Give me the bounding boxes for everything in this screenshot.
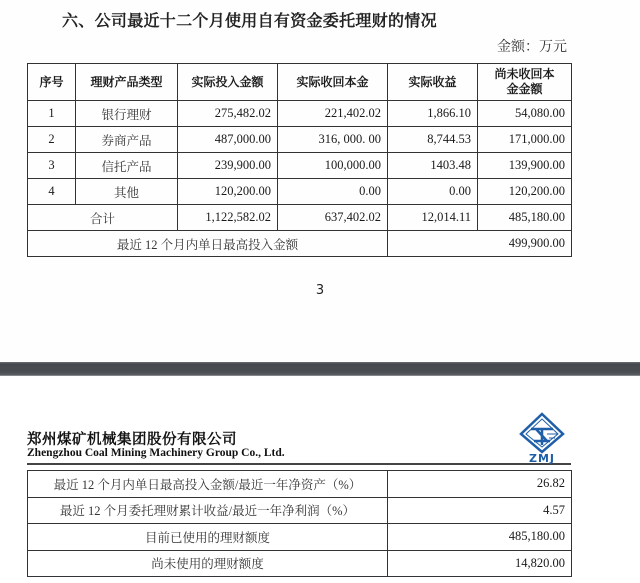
cell-income: 1,866.10 xyxy=(388,101,478,127)
row-label: 尚未使用的理财额度 xyxy=(28,550,388,577)
zmj-logo-text: ZMJ xyxy=(528,452,555,465)
row-label: 目前已使用的理财额度 xyxy=(28,524,388,551)
row-label: 最近 12 个月内单日最高投入金额/最近一年净资产（%） xyxy=(28,471,388,498)
cell-type: 银行理财 xyxy=(76,101,178,127)
header-product-type: 理财产品类型 xyxy=(76,64,178,101)
row-label: 最近 12 个月委托理财累计收益/最近一年净利润（%） xyxy=(28,497,388,524)
max-single-day-row xyxy=(28,231,572,257)
header-invested: 实际投入金额 xyxy=(178,64,278,101)
row-value: 14,820.00 xyxy=(388,550,572,577)
table-row xyxy=(28,497,572,524)
cell-invested: 239,900.00 xyxy=(178,153,278,179)
cell-income: 0.00 xyxy=(388,179,478,205)
section-title: 六、公司最近十二个月使用自有资金委托理财的情况 xyxy=(62,11,437,30)
cell-outstanding: 139,900.00 xyxy=(478,153,572,179)
cell-invested: 487,000.00 xyxy=(178,127,278,153)
company-name-en: Zhengzhou Coal Mining Machinery Group Co., Ltd. xyxy=(27,447,285,459)
table-row xyxy=(28,179,572,205)
header-rule xyxy=(27,463,571,465)
cell-invested: 275,482.02 xyxy=(178,101,278,127)
cell-type: 其他 xyxy=(76,179,178,205)
row-value: 26.82 xyxy=(388,471,572,498)
table-row xyxy=(28,153,572,179)
row-value: 4.57 xyxy=(388,497,572,524)
total-outstanding: 485,180.00 xyxy=(478,205,572,231)
cell-no: 1 xyxy=(28,101,76,127)
cell-no: 4 xyxy=(28,179,76,205)
page-divider xyxy=(0,362,640,376)
max-single-day-label: 最近 12 个月内单日最高投入金额 xyxy=(28,231,388,257)
table-header-row xyxy=(28,64,572,101)
header-no: 序号 xyxy=(28,64,76,101)
cell-recovered: 221,402.02 xyxy=(278,101,388,127)
cell-outstanding: 171,000.00 xyxy=(478,127,572,153)
table-row xyxy=(28,550,572,577)
table-total-row xyxy=(28,205,572,231)
total-income: 12,014.11 xyxy=(388,205,478,231)
table-row xyxy=(28,127,572,153)
cell-outstanding: 120,200.00 xyxy=(478,179,572,205)
cell-income: 8,744.53 xyxy=(388,127,478,153)
page-number: 3 xyxy=(315,283,325,298)
header-outstanding xyxy=(478,64,572,101)
cell-recovered: 316, 000. 00 xyxy=(278,127,388,153)
unit-label: 金额：万元 xyxy=(497,39,567,55)
max-single-day-value: 499,900.00 xyxy=(388,231,572,257)
cell-recovered: 100,000.00 xyxy=(278,153,388,179)
table-row xyxy=(28,101,572,127)
cell-outstanding: 54,080.00 xyxy=(478,101,572,127)
wealth-management-table xyxy=(27,63,572,257)
company-name-cn: 郑州煤矿机械集团股份有限公司 xyxy=(27,432,237,448)
row-value: 485,180.00 xyxy=(388,524,572,551)
header-outstanding-line2: 金金额 xyxy=(506,82,543,96)
table-row xyxy=(28,524,572,551)
total-invested: 1,122,582.02 xyxy=(178,205,278,231)
cell-no: 2 xyxy=(28,127,76,153)
cell-type: 券商产品 xyxy=(76,127,178,153)
cell-recovered: 0.00 xyxy=(278,179,388,205)
total-recovered: 637,402.02 xyxy=(278,205,388,231)
quota-summary-table xyxy=(27,470,572,577)
cell-type: 信托产品 xyxy=(76,153,178,179)
header-outstanding-line1: 尚未收回本 xyxy=(494,67,555,81)
table-row xyxy=(28,471,572,498)
cell-income: 1403.48 xyxy=(388,153,478,179)
cell-no: 3 xyxy=(28,153,76,179)
total-label: 合计 xyxy=(28,205,178,231)
header-income: 实际收益 xyxy=(388,64,478,101)
header-recovered: 实际收回本金 xyxy=(278,64,388,101)
cell-invested: 120,200.00 xyxy=(178,179,278,205)
